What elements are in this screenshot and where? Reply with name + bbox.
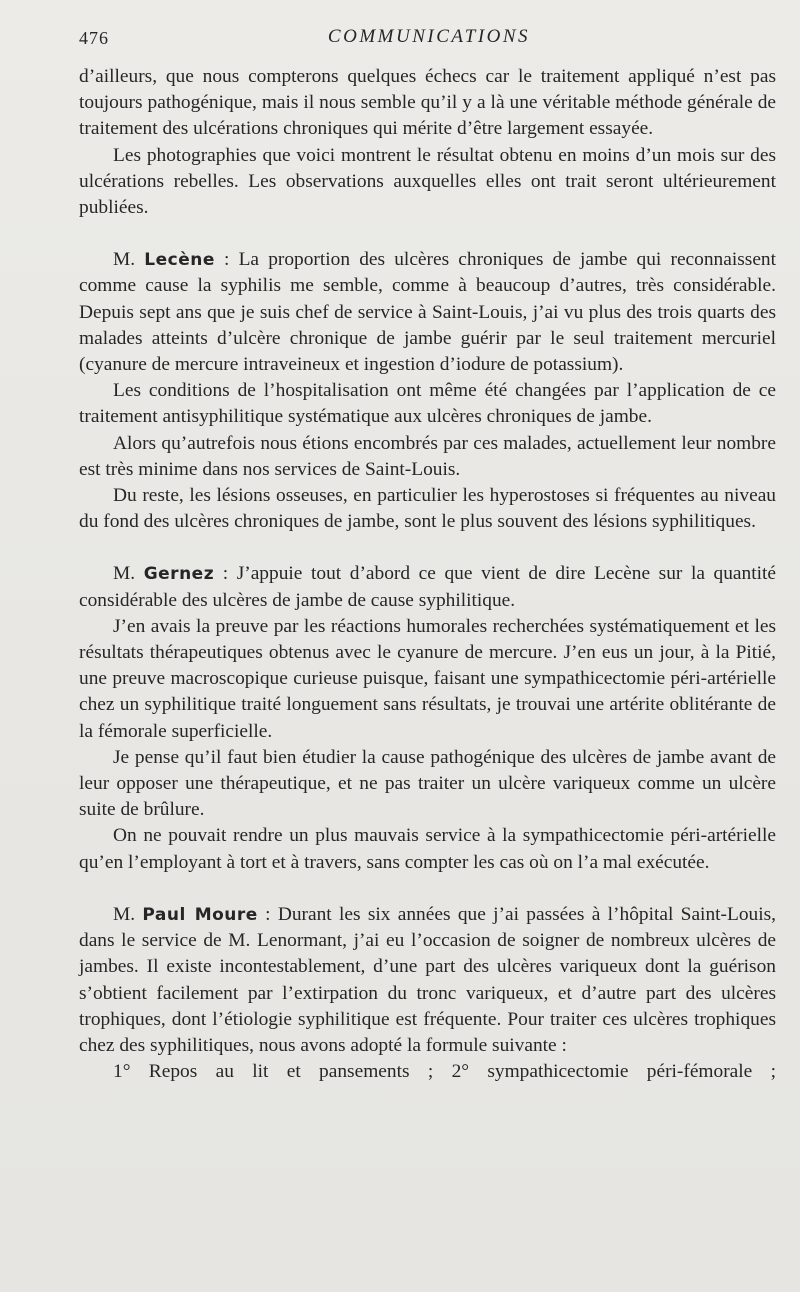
speech-text: : J’appuie tout d’abord ce que vient de dire Lecène sur la quantité considérable des ulcères de jambe de cause syphilitique. bbox=[79, 563, 777, 611]
paragraph: Les photographies que voici montrent le résultat obtenu en moins d’un mois sur des ulcérations rebelles. Les observations auxquelles elles ont trait seront ultérieurement publiées. bbox=[79, 144, 776, 219]
paragraph: d’ailleurs, que nous compterons quelques échecs car le traitement appliqué n’est pas toujours pathogénique, mais il nous semble qu’il y a là une véritable méthode générale de traitement des ulcérations chroniques qui mérite d’être largement essayée. bbox=[79, 66, 776, 140]
speech-paragraph bbox=[79, 902, 776, 1059]
speech-paragraph bbox=[79, 561, 776, 613]
speech-text: : Durant les six années que j’ai passées à l’hôpital Saint-Louis, dans le service de M. Lenormant, j’ai eu l’occasion de soigner de nombreux ulcères de jambes. Il existe incontestablement, d’une part des ulcères variqueux dont la guérison s’obtient facilement par l’extirpation du tronc variqueux, et d’autre part des ulcères trophiques, dont l’étiologie syphilitique est fréquente. Pour traiter ces ulcères trophiques chez des syphilitiques, nous avons adopté la formule suivante : bbox=[79, 903, 776, 1056]
paragraph: J’en avais la preuve par les réactions humorales recherchées systématiquement et les résultats thérapeutiques obtenus avec le cyanure de mercure. J’en eus un jour, à la Pitié, une preuve macroscopique curieuse puisque, faisant une sympathicectomie péri-artérielle chez un syphilitique traité longuement sans résultats, je trouvai une artérite oblitérante de la fémorale superficielle. bbox=[79, 615, 776, 742]
speaker-prefix: M. bbox=[113, 903, 143, 925]
speaker-name: Lecène bbox=[144, 250, 215, 271]
speaker-name: Gernez bbox=[143, 564, 215, 585]
speaker-prefix: M. bbox=[113, 249, 145, 271]
speech-paragraph bbox=[79, 247, 776, 378]
paragraph: Du reste, les lésions osseuses, en particulier les hyperostoses si fréquentes au niveau du fond des ulcères chroniques de jambe, sont le plus souvent des lésions syphilitiques. bbox=[79, 485, 776, 533]
paragraph: Les conditions de l’hospitalisation ont même été changées par l’application de ce traitement antisyphilitique systématique aux ulcères chroniques de jambe. bbox=[79, 380, 776, 428]
paragraph: 1° Repos au lit et pansements ; 2° sympathicectomie péri-fémorale ; bbox=[113, 1061, 776, 1083]
paragraph: Je pense qu’il faut bien étudier la cause pathogénique des ulcères de jambe avant de leur opposer une thérapeutique, et ne pas traiter un ulcère variqueux comme un ulcère suite de brûlure. bbox=[79, 746, 776, 821]
paragraph: Alors qu’autrefois nous étions encombrés par ces malades, actuellement leur nombre est très minime dans nos services de Saint-Louis. bbox=[79, 432, 776, 480]
speech-text: : La proportion des ulcères chroniques de jambe qui reconnaissent comme cause la syphilis me semble, comme à beaucoup d’autres, très considérable. Depuis sept ans que je suis chef de service à Saint-Louis, j’ai vu plus des trois quarts des malades atteints d’ulcère chronique de jambe guérir par le seul traitement mercuriel (cyanure de mercure intraveineux et ingestion d’iodure de potassium). bbox=[79, 249, 777, 376]
speaker-prefix: M. bbox=[113, 563, 144, 585]
running-head: COMMUNICATIONS bbox=[327, 26, 531, 47]
body-text bbox=[79, 64, 776, 1085]
page-number: 476 bbox=[79, 28, 109, 48]
paragraph: On ne pouvait rendre un plus mauvais service à la sympathicectomie péri-artérielle qu’en l’employant à tort et à travers, sans compter les cas où on l’a mal exécutée. bbox=[79, 825, 776, 873]
speaker-name: Paul Moure bbox=[142, 904, 258, 925]
page-header bbox=[79, 26, 779, 52]
